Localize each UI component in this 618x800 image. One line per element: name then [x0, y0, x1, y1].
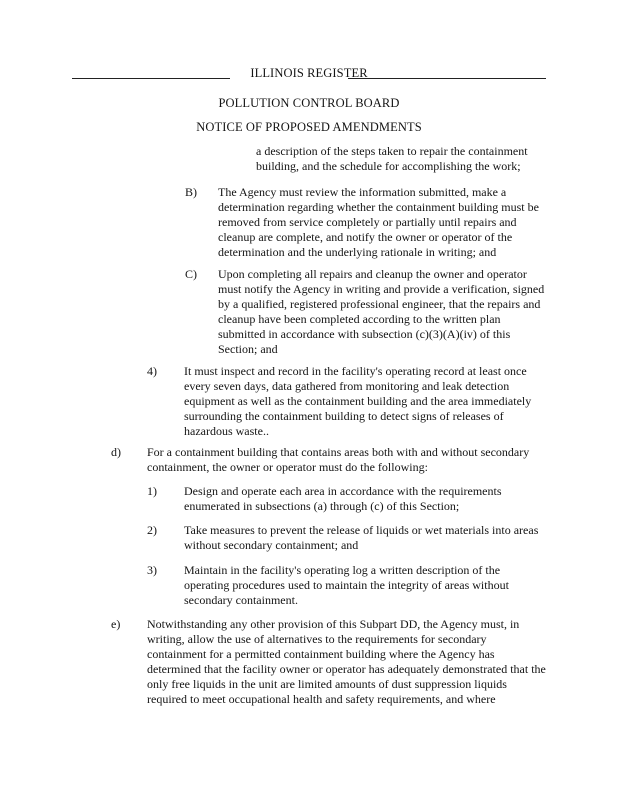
item-d2-label: 2) [147, 523, 157, 537]
item-B-label: B) [185, 185, 197, 199]
item-4-label: 4) [147, 364, 157, 378]
item-d1-text: Design and operate each area in accordance with the requirements enumerated in subsections (a) through (c) of this Section; [184, 484, 502, 513]
item-d2-text: Take measures to prevent the release of liquids or wet materials into areas without secondary containment; and [184, 523, 539, 552]
item-e-text: Notwithstanding any other provision of this Subpart DD, the Agency must, in writing, allow the use of alternatives to the requirements for secondary containment for a permitted containment building where the Agency has determined that the facility owner or operator has adequately demonstrated that the only free liquids in the unit are limited amounts of dust suppression liquids required to meet occupational health and safety requirements, and where [147, 617, 546, 706]
notice-heading: NOTICE OF PROPOSED AMENDMENTS [196, 120, 422, 134]
board-name: POLLUTION CONTROL BOARD [218, 96, 400, 110]
item-B-text: The Agency must review the information submitted, make a determination regarding whether the containment building must be removed from service completely or partially until repairs and cleanup are complete, and notify the owner or operator of the determination and the underlying rationale in writing; and [218, 185, 539, 259]
item-d-text: For a containment building that contains areas both with and without secondary containment, the owner or operator must do the following: [147, 445, 530, 474]
item-4-text: It must inspect and record in the facility's operating record at least once every seven days, data gathered from monitoring and leak detection equipment as well as the containment building and the area immediately surrounding the containment building to detect signs of releases of hazardous waste.. [184, 364, 532, 438]
item-d-label: d) [111, 445, 121, 459]
item-e-label: e) [111, 617, 121, 631]
item-d3-label: 3) [147, 563, 157, 577]
item-C-text: Upon completing all repairs and cleanup the owner and operator must notify the Agency in writing and provide a verification, signed by a qualified, registered professional engineer, that the repairs and cleanup have been completed according to the written plan submitted in accordance with subsection (c)(3)(A)(iv) of this Section; and [218, 267, 545, 356]
register-title: ILLINOIS REGISTER [250, 66, 368, 80]
continuation-text: a description of the steps taken to repair the containment building, and the schedule for accomplishing the work; [256, 144, 528, 173]
item-C-label: C) [185, 267, 197, 281]
item-d3-text: Maintain in the facility's operating log a written description of the operating procedures used to maintain the integrity of areas without secondary containment. [184, 563, 509, 607]
item-d1-label: 1) [147, 484, 157, 498]
